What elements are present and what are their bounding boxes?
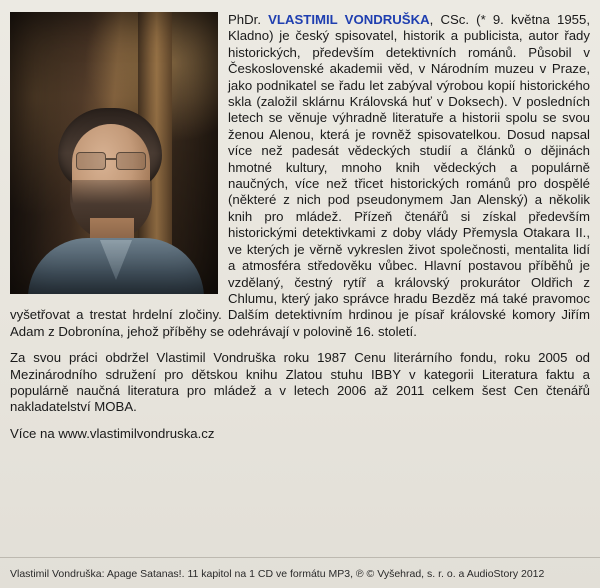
biography-awards-paragraph: Za svou práci obdržel Vlastimil Vondruška roku 1987 Cenu literárního fondu, roku 2005 od Mezinárodního sdružení pro dětskou knihu Zlatou stuhu IBBY v kategorii Literatura faktu a populárně naučná literatura pro mládež a v letech 2006 až 2011 celkem šest Cen čtenářů nakladatelství MOBA. (10, 350, 590, 415)
website-line: Více na www.vlastimilvondruska.cz (10, 425, 215, 441)
author-portrait-photo (10, 12, 218, 294)
author-name: VLASTIMIL VONDRUŠKA (268, 12, 430, 27)
degree-prefix: PhDr. (228, 12, 269, 27)
biography-main-text: , CSc. (* 9. května 1955, Kladno) je český spisovatel, historik a publicista, autor řady historických, především detektivních románů. Působil v Československé akademii věd, v Národním muzeu v Praze, jako podnikatel se řadu let zabýval výrobou kopií historického skla (založil sklárnu Královská huť v Doksech). V posledních letech se věnuje výhradně literatuře a historii spolu se svou ženou Alenou, která je rovněž spisovatelkou. Dosud napsal více než padesát vědeckých studií a článků o dějinách hmotné kultury, mnoho knih vědeckých a populárně naučných, více než třicet historických románů pro dospělé (některé z nich pod pseudonymem Jan Alenský) a několik knih pro mládež. Přízeň čtenářů si získal především historickými detektivkami z doby vlády Přemysla Otakara II., ve kterých je věrně vykreslen život společnosti, mentalita lidí a atmosféra středověku vůbec. Hlavní postavou příběhů je vzdělaný, čestný rytíř a královský prokurátor Oldřich z Chlumu, který jako správce hradu Bezděz má také pravomoc vyšetřovat a trestat hrdelní zločiny. Dalším detektivním hrdinou je písař královské komory Jiřím Adam z Dobronína, jehož příběhy se odehrávají v polovině 16. století. (10, 12, 590, 339)
footer-credits: Vlastimil Vondruška: Apage Satanas!. 11 kapitol na 1 CD ve formátu MP3, ℗ © Vyšehrad, s. r. o. a AudioStory 2012 (10, 568, 545, 580)
portrait-vignette (10, 12, 218, 294)
footer-divider (0, 557, 600, 558)
